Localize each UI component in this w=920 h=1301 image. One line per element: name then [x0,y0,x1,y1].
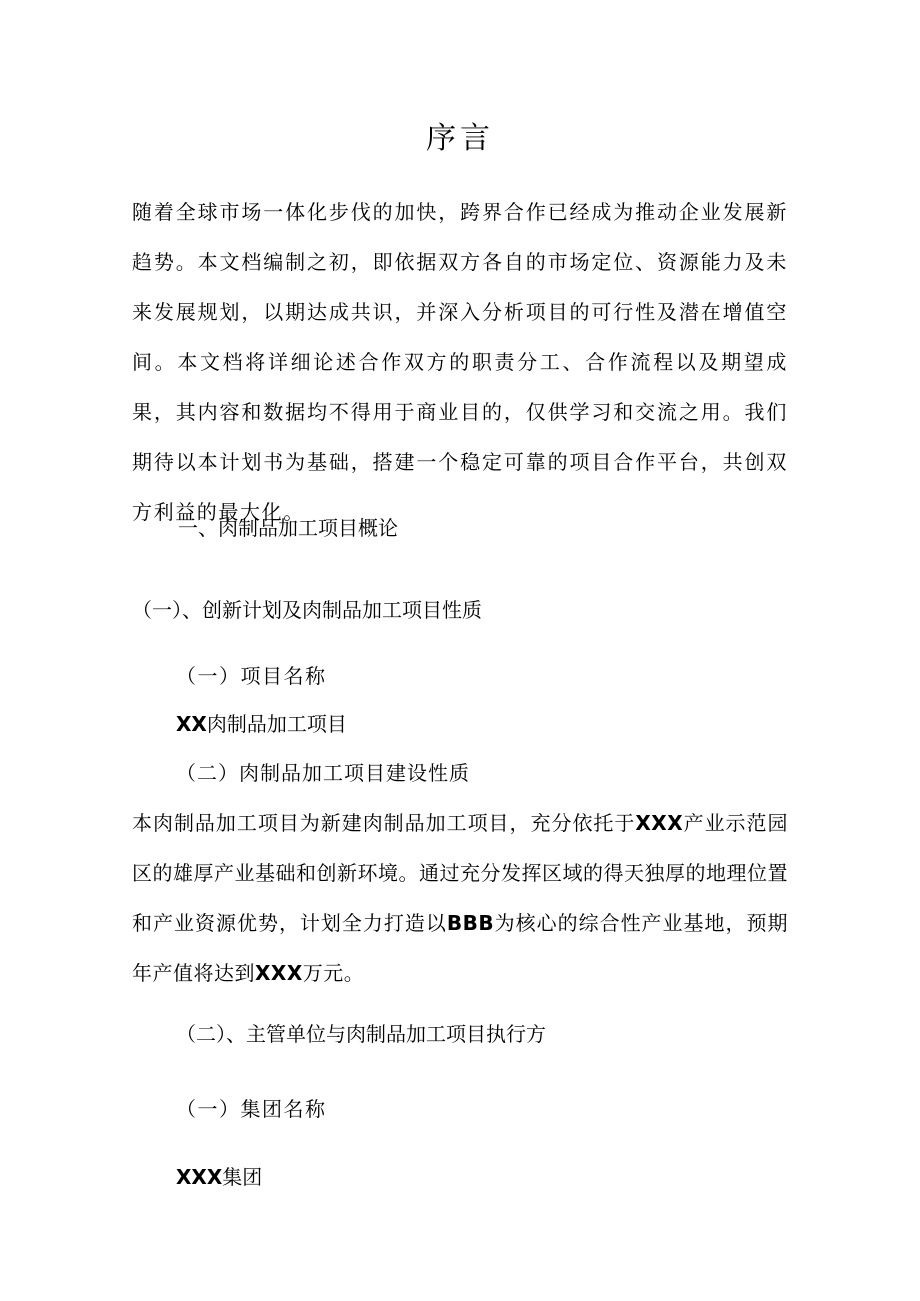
construction-nature-paragraph [132,798,788,998]
project-name-label: （一）项目名称 [176,664,327,688]
section-heading-overview: 一、肉制品加工项目概论 [178,516,398,540]
group-name-code: XXX [176,1165,223,1189]
subsection-heading-nature: （一）、创新计划及肉制品加工项目性质 [132,598,482,622]
nature-code-3: XXX [255,961,303,985]
group-name-label: （一）集团名称 [176,1097,327,1121]
group-name-value [176,1162,262,1192]
nature-text-3: 为核心的综合性产业基地，预期年产值将达到 [132,911,789,985]
group-name-text: 集团 [222,1165,263,1189]
nature-text-4: 万元。 [302,961,365,985]
project-name-code: XX [176,712,207,736]
project-name-text: 肉制品加工项目 [206,712,347,736]
construction-nature-label: （二）肉制品加工项目建设性质 [176,761,470,785]
intro-paragraph: 随着全球市场一体化步伐的加快，跨界合作已经成为推动企业发展新趋势。本文档编制之初，即依据双方各自的市场定位、资源能力及未来发展规划，以期达成共识，并深入分析项目的可行性及潜在增值空间。本文档将详细论述合作双方的职责分工、合作流程以及期望成果，其内容和数据均不得用于商业目的，仅供学习和交流之用。我们期待以本计划书为基础，搭建一个稳定可靠的项目合作平台，共创双方利益的最大化。 [132,200,788,524]
nature-code-1: XXX [635,811,684,835]
subsection-heading-executor: （二）、主管单位与肉制品加工项目执行方 [176,1022,546,1046]
nature-code-2: BBB [446,911,495,935]
document-title: 序言 [426,121,494,156]
nature-text-2: 产业示范园区的雄厚产业基础和创新环境。通过充分发挥区域的得天独厚的地理位置和产业资源优势，计划全力打造以 [132,811,789,935]
project-name-value [176,709,347,739]
nature-text-1: 本肉制品加工项目为新建肉制品加工项目，充分依托于 [132,811,636,835]
